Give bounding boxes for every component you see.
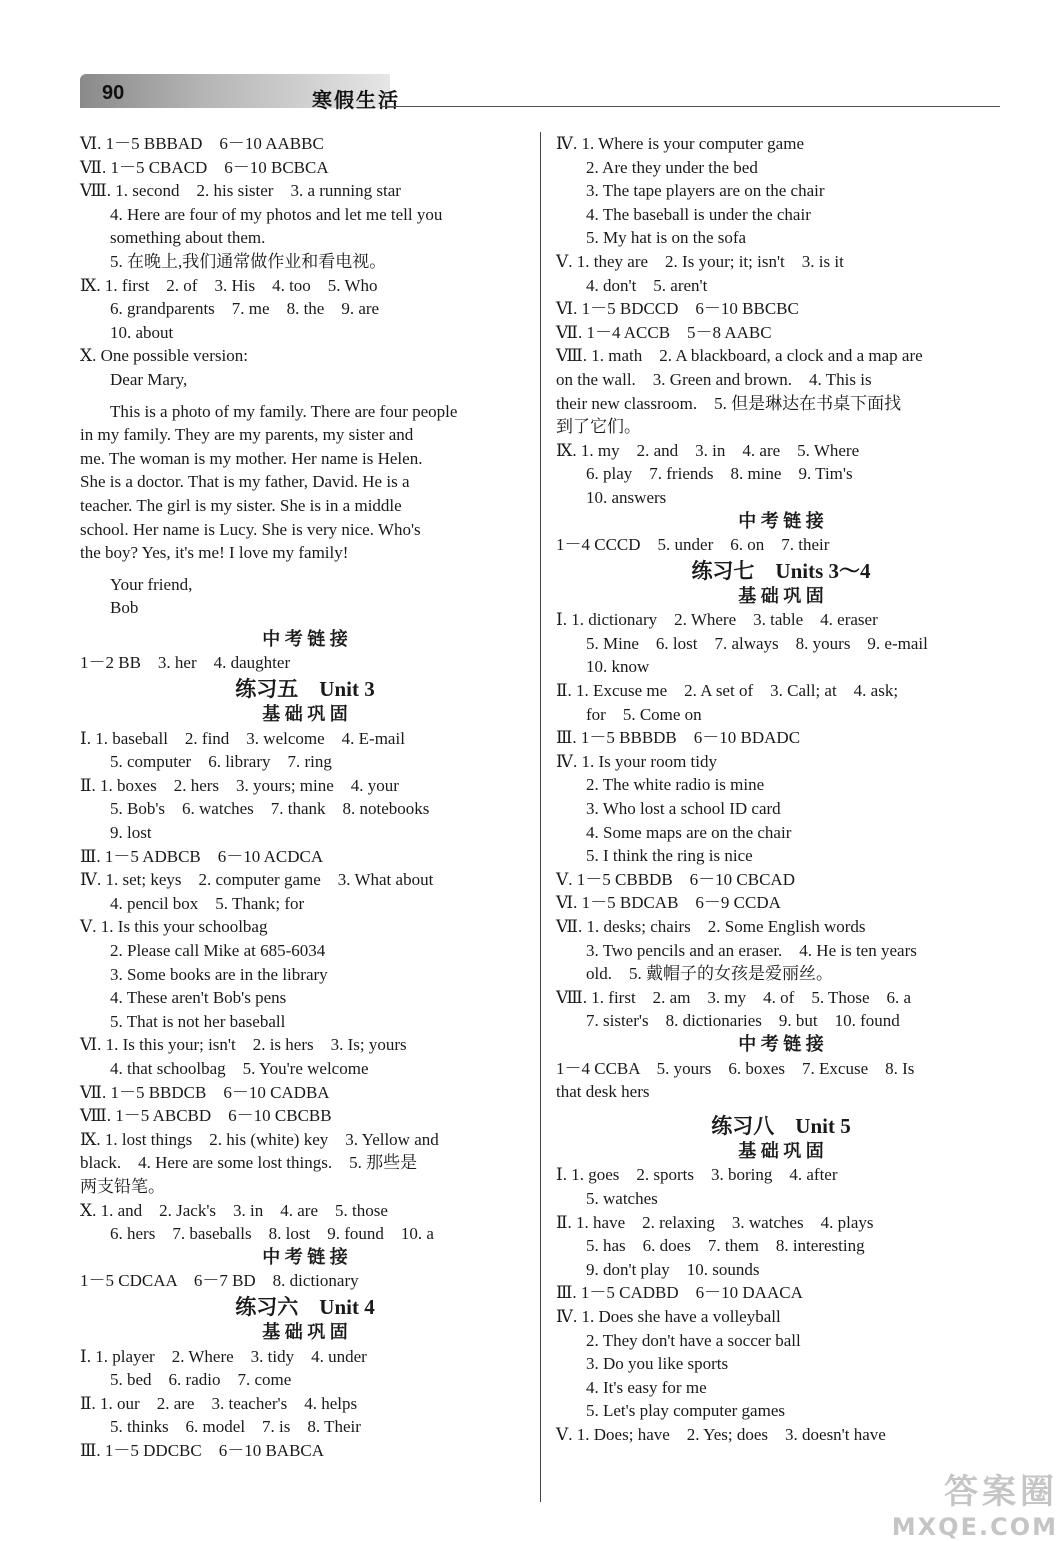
answer-line: Ⅸ. 1. lost things 2. his (white) key 3. Yellow and <box>80 1129 439 1149</box>
answer-line: Ⅲ. 1－5 CADBD 6－10 DAACA <box>556 1283 803 1303</box>
section-heading: 基 础 巩 固 <box>738 585 824 606</box>
answer-line: 1－2 BB 3. her 4. daughter <box>80 653 291 673</box>
answer-line: Ⅰ. 1. dictionary 2. Where 3. table 4. eraser <box>556 610 878 630</box>
section-heading: 中 考 链 接 <box>738 510 824 531</box>
answer-line: Ⅶ. 1－5 BBDCB 6－10 CADBA <box>80 1082 330 1102</box>
answer-line: 两支铅笔。 <box>80 1176 165 1196</box>
answer-line: 10. answers <box>586 487 667 507</box>
section-heading: 基 础 巩 固 <box>262 1321 348 1342</box>
answer-line: Ⅲ. 1－5 BBBDB 6－10 BDADC <box>556 728 801 748</box>
answer-line: on the wall. 3. Green and brown. 4. This is <box>556 369 872 389</box>
answer-line: Ⅰ. 1. baseball 2. find 3. welcome 4. E-mail <box>80 728 405 748</box>
answer-line: Ⅹ. One possible version: <box>80 346 248 366</box>
left-column <box>80 132 530 1462</box>
answer-line: Ⅷ. 1－5 ABCBD 6－10 CBCBB <box>80 1106 332 1126</box>
right-column <box>556 132 1006 1446</box>
book-title: 寒假生活 <box>312 90 400 112</box>
answer-line: something about them. <box>110 228 266 248</box>
header-rule <box>380 106 1000 107</box>
answer-line: 3. The tape players are on the chair <box>586 181 825 201</box>
answer-line: 5. thinks 6. model 7. is 8. Their <box>110 1417 361 1437</box>
answer-line: old. 5. 戴帽子的女孩是爱丽丝。 <box>586 964 833 984</box>
section-heading: 中 考 链 接 <box>262 628 348 649</box>
answer-line: 5. has 6. does 7. them 8. interesting <box>586 1236 865 1256</box>
answer-line: 9. don't play 10. sounds <box>586 1259 760 1279</box>
section-heading: 中 考 链 接 <box>738 1033 824 1054</box>
answer-line: 10. know <box>586 657 650 677</box>
answer-line: 6. hers 7. baseballs 8. lost 9. found 10. a <box>110 1224 434 1244</box>
answer-line: Ⅶ. 1－5 CBACD 6－10 BCBCA <box>80 157 329 177</box>
answer-line: 5. Bob's 6. watches 7. thank 8. notebooks <box>110 799 430 819</box>
answer-line: 4. Here are four of my photos and let me tell you <box>110 204 443 224</box>
answer-line: 4. don't 5. aren't <box>586 275 708 295</box>
answer-line: Ⅰ. 1. player 2. Where 3. tidy 4. under <box>80 1346 367 1366</box>
answer-line: 3. Two pencils and an eraser. 4. He is ten years <box>586 940 917 960</box>
letter-body-line: in my family. They are my parents, my sister and <box>80 425 414 445</box>
letter-signature: Bob <box>110 598 139 618</box>
letter-closing: Your friend, <box>110 574 193 594</box>
answer-line: 3. Some books are in the library <box>110 964 328 984</box>
answer-line: 2. They don't have a soccer ball <box>586 1330 801 1350</box>
answer-line: 2. The white radio is mine <box>586 775 765 795</box>
answer-line: 4. The baseball is under the chair <box>586 204 811 224</box>
answer-line: Ⅷ. 1. math 2. A blackboard, a clock and a map are <box>556 346 923 366</box>
exercise-title: 练习七 Units 3～4 <box>691 558 871 583</box>
answer-line: Ⅷ. 1. second 2. his sister 3. a running star <box>80 181 401 201</box>
letter-body-line: the boy? Yes, it's me! I love my family! <box>80 543 349 563</box>
letter-body-line: me. The woman is my mother. Her name is Helen. <box>80 448 423 468</box>
answer-line: 6. grandparents 7. me 8. the 9. are <box>110 299 380 319</box>
answer-line: Ⅳ. 1. Where is your computer game <box>556 134 804 153</box>
watermark-line1: 答案圈 <box>944 1472 1058 1512</box>
answer-line: Ⅵ. 1－5 BDCAB 6－9 CCDA <box>556 893 781 913</box>
answer-line: Ⅰ. 1. goes 2. sports 3. boring 4. after <box>556 1165 838 1185</box>
exercise-title: 练习八 Unit 5 <box>711 1113 851 1138</box>
answer-line: Ⅱ. 1. our 2. are 3. teacher's 4. helps <box>80 1393 358 1413</box>
answer-line: 2. Please call Mike at 685-6034 <box>110 941 326 960</box>
answer-line: 5. computer 6. library 7. ring <box>110 752 332 772</box>
section-heading: 基 础 巩 固 <box>262 704 348 725</box>
answer-line: Ⅵ. 1. Is this your; isn't 2. is hers 3. Is; yours <box>80 1035 407 1055</box>
site-watermark <box>888 1464 1058 1541</box>
answer-line: that desk hers <box>556 1082 650 1102</box>
answer-line: Ⅱ. 1. Excuse me 2. A set of 3. Call; at 4. ask; <box>556 681 899 701</box>
answer-line: 5. That is not her baseball <box>110 1011 286 1031</box>
letter-body-line: teacher. The girl is my sister. She is in a middle <box>80 495 402 515</box>
exercise-title: 练习六 Unit 4 <box>235 1294 375 1319</box>
answer-line: 1－4 CCCD 5. under 6. on 7. their <box>556 535 830 555</box>
letter-greeting: Dear Mary, <box>110 369 188 389</box>
answer-line: their new classroom. 5. 但是琳达在书桌下面找 <box>556 393 902 413</box>
answer-line: 到了它们。 <box>556 417 641 437</box>
answer-line: Ⅳ. 1. Does she have a volleyball <box>556 1306 781 1326</box>
letter-body-line: school. Her name is Lucy. She is very nice. Who's <box>80 519 421 539</box>
answer-line: 4. Some maps are on the chair <box>586 822 792 842</box>
answer-line: 4. These aren't Bob's pens <box>110 988 287 1008</box>
answer-line: 5. I think the ring is nice <box>586 846 753 866</box>
answer-line: 5. bed 6. radio 7. come <box>110 1370 292 1390</box>
answer-line: 9. lost <box>110 823 152 843</box>
exercise-title: 练习五 Unit 3 <box>235 677 375 702</box>
answer-line: Ⅲ. 1－5 ADBCB 6－10 ACDCA <box>80 846 324 866</box>
answer-line: 10. about <box>110 322 174 342</box>
letter-body-line: This is a photo of my family. There are four people <box>110 401 458 421</box>
answer-line: Ⅴ. 1. they are 2. Is your; it; isn't 3. is it <box>556 251 844 271</box>
answer-line: Ⅷ. 1. first 2. am 3. my 4. of 5. Those 6. a <box>556 987 912 1007</box>
answer-line: Ⅳ. 1. set; keys 2. computer game 3. What about <box>80 870 434 890</box>
answer-line: 2. Are they under the bed <box>586 157 758 177</box>
answer-line: Ⅵ. 1－5 BDCCD 6－10 BBCBC <box>556 299 799 319</box>
answer-line: Ⅴ. 1. Is this your schoolbag <box>80 917 268 937</box>
answer-line: Ⅲ. 1－5 DDCBC 6－10 BABCA <box>80 1440 325 1460</box>
answer-line: Ⅴ. 1. Does; have 2. Yes; does 3. doesn't have <box>556 1424 886 1444</box>
answer-line: 4. It's easy for me <box>586 1377 707 1397</box>
answer-line: 5. watches <box>586 1188 658 1208</box>
page-header <box>80 72 1000 112</box>
answer-line: Ⅶ. 1－4 ACCB 5－8 AABC <box>556 322 772 342</box>
answer-line: 4. that schoolbag 5. You're welcome <box>110 1058 369 1078</box>
answer-line: Ⅱ. 1. boxes 2. hers 3. yours; mine 4. your <box>80 775 399 795</box>
answer-line: Ⅸ. 1. my 2. and 3. in 4. are 5. Where <box>556 440 860 460</box>
answer-line: Ⅸ. 1. first 2. of 3. His 4. too 5. Who <box>80 275 378 295</box>
answer-line: 4. pencil box 5. Thank; for <box>110 893 305 913</box>
answer-line: 1－4 CCBA 5. yours 6. boxes 7. Excuse 8. Is <box>556 1058 915 1078</box>
answer-line: Ⅹ. 1. and 2. Jack's 3. in 4. are 5. those <box>80 1200 388 1220</box>
watermark-line2: MXQE.COM <box>891 1513 1058 1541</box>
letter-body-line: She is a doctor. That is my father, David. He is a <box>80 472 410 492</box>
answer-line: 3. Who lost a school ID card <box>586 799 781 819</box>
answer-line: 5. Let's play computer games <box>586 1401 785 1421</box>
answer-line: 5. My hat is on the sofa <box>586 228 747 248</box>
answer-line: 7. sister's 8. dictionaries 9. but 10. found <box>586 1011 900 1031</box>
answer-line: for 5. Come on <box>586 704 702 724</box>
answer-line: Ⅶ. 1. desks; chairs 2. Some English words <box>556 917 866 936</box>
answer-line: Ⅱ. 1. have 2. relaxing 3. watches 4. plays <box>556 1212 874 1232</box>
section-heading: 中 考 链 接 <box>262 1246 348 1267</box>
page-number: 90 <box>102 82 125 104</box>
answer-line: 1－5 CDCAA 6－7 BD 8. dictionary <box>80 1271 359 1291</box>
answer-line: Ⅴ. 1－5 CBBDB 6－10 CBCAD <box>556 869 795 889</box>
answer-line: 6. play 7. friends 8. mine 9. Tim's <box>586 464 853 484</box>
answer-line: 5. 在晚上,我们通常做作业和看电视。 <box>110 251 387 271</box>
answer-line: Ⅵ. 1－5 BBBAD 6－10 AABBC <box>80 134 324 153</box>
answer-line: Ⅳ. 1. Is your room tidy <box>556 751 718 771</box>
section-heading: 基 础 巩 固 <box>738 1140 824 1161</box>
answer-line: black. 4. Here are some lost things. 5. 那些是 <box>80 1153 418 1173</box>
answer-line: 3. Do you like sports <box>586 1354 729 1374</box>
column-divider <box>540 132 541 1502</box>
answer-line: 5. Mine 6. lost 7. always 8. yours 9. e-mail <box>586 633 928 653</box>
